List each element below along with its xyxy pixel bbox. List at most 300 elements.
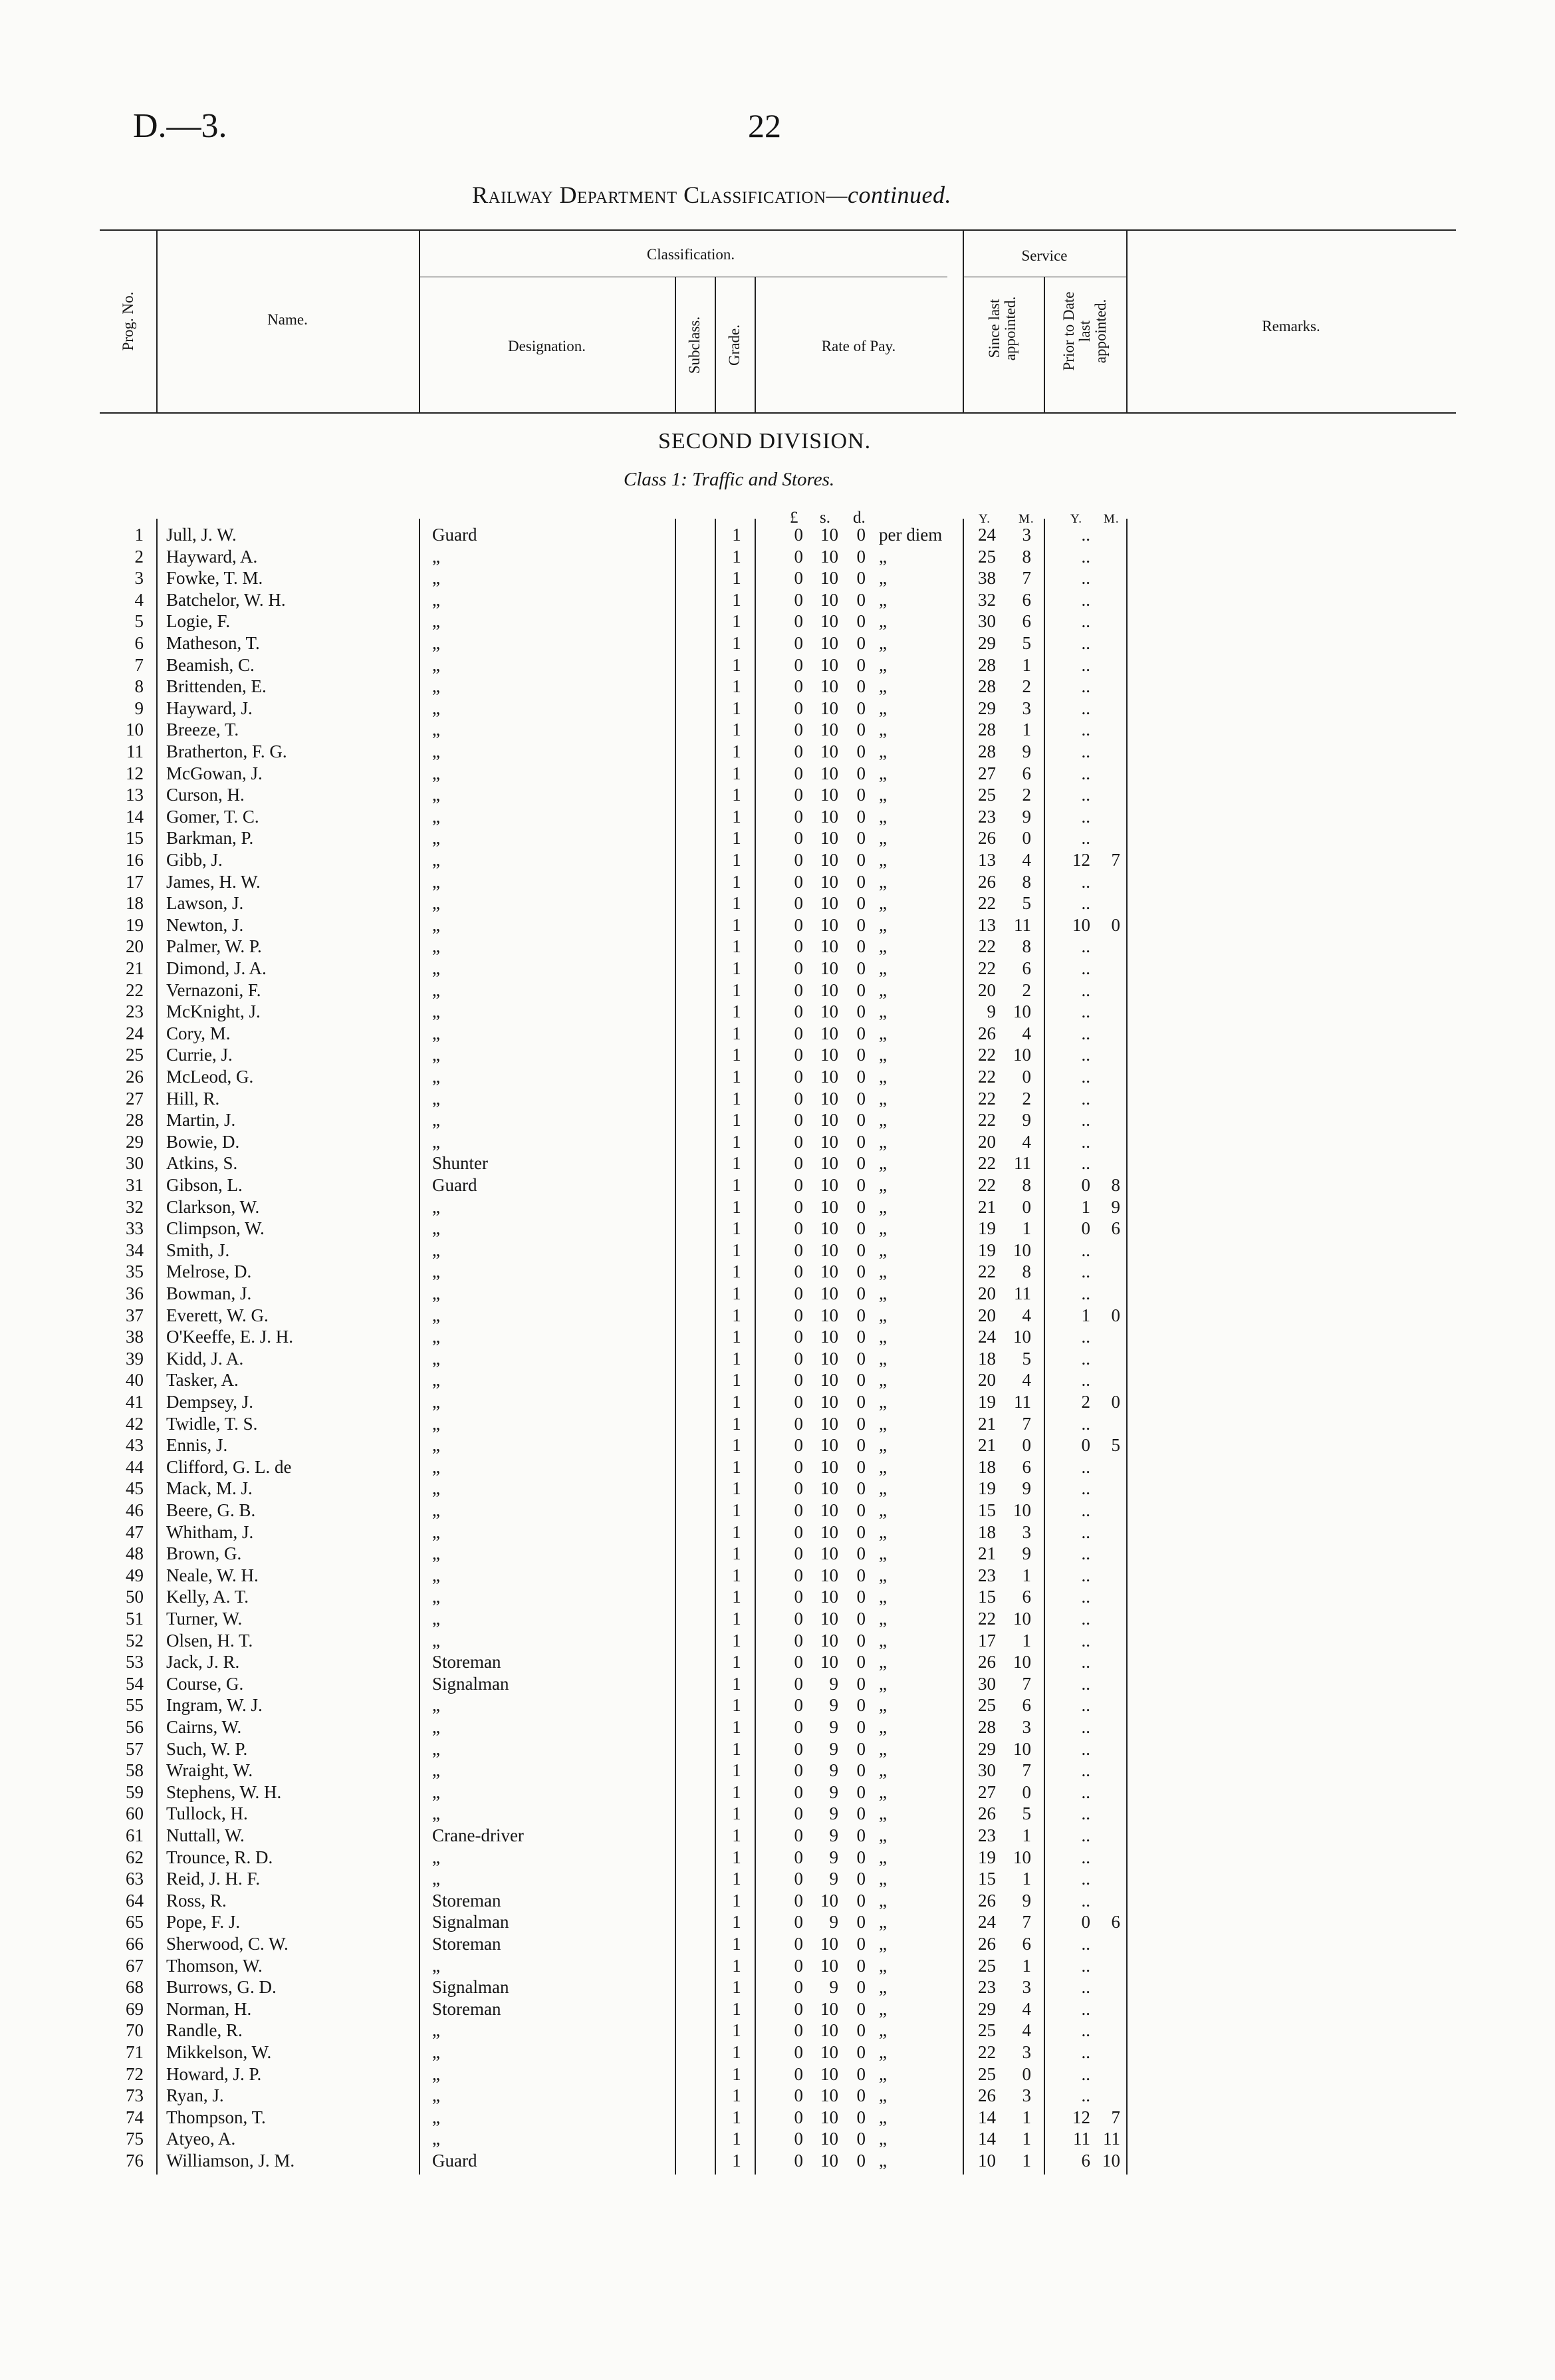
row-since-months: 1 bbox=[1022, 1218, 1031, 1239]
row-designation: Storeman bbox=[432, 1890, 501, 1911]
table-header-bottom-rule bbox=[100, 412, 1456, 414]
row-pay-shillings: 10 bbox=[820, 1023, 838, 1043]
row-pay-period: „ bbox=[879, 1587, 887, 1607]
table-row bbox=[0, 1044, 1555, 1065]
row-designation: „ bbox=[432, 1045, 440, 1065]
row-grade: 1 bbox=[732, 958, 741, 978]
table-row bbox=[0, 827, 1555, 849]
row-grade: 1 bbox=[732, 1305, 741, 1325]
row-prog-no: 52 bbox=[126, 1630, 144, 1651]
row-name: Thompson, T. bbox=[166, 2107, 266, 2127]
row-pay-pence: 0 bbox=[856, 914, 866, 935]
row-since-years: 21 bbox=[978, 1435, 996, 1456]
row-prog-no: 38 bbox=[126, 1327, 144, 1347]
row-pay-period: „ bbox=[879, 676, 887, 697]
header-subclass: Subclass. bbox=[686, 316, 703, 374]
row-pay-period: „ bbox=[879, 633, 887, 653]
header-divider bbox=[1044, 277, 1045, 412]
row-pay-pence: 0 bbox=[856, 785, 866, 805]
row-pay-period: „ bbox=[879, 1630, 887, 1651]
row-grade: 1 bbox=[732, 611, 741, 632]
table-row bbox=[0, 1456, 1555, 1478]
row-since-months: 9 bbox=[1022, 741, 1031, 761]
row-since-years: 23 bbox=[978, 806, 996, 827]
row-pay-pence: 0 bbox=[856, 1240, 866, 1260]
row-pay-pounds: 0 bbox=[794, 958, 803, 978]
row-prior-years: .. bbox=[1081, 1045, 1090, 1065]
row-prior-years: .. bbox=[1081, 1023, 1090, 1043]
row-since-months: 0 bbox=[1022, 2063, 1031, 2084]
row-pay-pounds: 0 bbox=[794, 1305, 803, 1325]
row-designation: „ bbox=[432, 741, 440, 761]
row-pay-pounds: 0 bbox=[794, 1652, 803, 1672]
row-name: Atyeo, A. bbox=[166, 2129, 236, 2149]
row-pay-pounds: 0 bbox=[794, 2020, 803, 2041]
row-designation: „ bbox=[432, 1630, 440, 1651]
row-pay-pounds: 0 bbox=[794, 720, 803, 740]
table-row bbox=[0, 567, 1555, 589]
row-pay-pence: 0 bbox=[856, 1327, 866, 1347]
row-pay-pence: 0 bbox=[856, 1782, 866, 1802]
row-designation: „ bbox=[432, 1521, 440, 1542]
row-grade: 1 bbox=[732, 525, 741, 545]
row-since-months: 10 bbox=[1013, 1738, 1031, 1759]
row-pay-pounds: 0 bbox=[794, 2129, 803, 2149]
row-prior-years: 6 bbox=[1081, 2151, 1090, 2171]
row-pay-shillings: 10 bbox=[820, 1218, 838, 1239]
row-pay-period: „ bbox=[879, 1565, 887, 1585]
row-since-years: 29 bbox=[978, 698, 996, 718]
header-grade: Grade. bbox=[726, 325, 743, 366]
row-since-years: 20 bbox=[978, 1305, 996, 1325]
row-since-years: 29 bbox=[978, 1738, 996, 1759]
row-prog-no: 61 bbox=[126, 1825, 144, 1845]
row-name: Kelly, A. T. bbox=[166, 1587, 249, 1607]
row-prior-months: 11 bbox=[1103, 2129, 1120, 2149]
row-prog-no: 49 bbox=[126, 1565, 144, 1585]
row-designation: „ bbox=[432, 1327, 440, 1347]
row-designation: „ bbox=[432, 589, 440, 610]
row-since-years: 21 bbox=[978, 1413, 996, 1434]
row-name: Tullock, H. bbox=[166, 1803, 248, 1824]
row-prior-years: .. bbox=[1081, 1869, 1090, 1889]
row-grade: 1 bbox=[732, 1912, 741, 1932]
row-pay-pence: 0 bbox=[856, 1435, 866, 1456]
row-since-months: 3 bbox=[1022, 2042, 1031, 2062]
row-pay-pounds: 0 bbox=[794, 1977, 803, 1998]
row-since-years: 24 bbox=[978, 1912, 996, 1932]
row-pay-shillings: 10 bbox=[820, 936, 838, 957]
row-pay-shillings: 10 bbox=[820, 980, 838, 1000]
table-row bbox=[0, 1868, 1555, 1889]
row-pay-shillings: 10 bbox=[820, 1131, 838, 1152]
row-since-years: 29 bbox=[978, 633, 996, 653]
row-designation: „ bbox=[432, 1543, 440, 1564]
table-row bbox=[0, 610, 1555, 632]
row-grade: 1 bbox=[732, 1478, 741, 1499]
row-pay-period: per diem bbox=[879, 525, 943, 545]
table-row bbox=[0, 980, 1555, 1001]
row-designation: „ bbox=[432, 2107, 440, 2127]
row-since-years: 22 bbox=[978, 936, 996, 957]
row-grade: 1 bbox=[732, 850, 741, 870]
row-designation: „ bbox=[432, 676, 440, 697]
row-pay-pence: 0 bbox=[856, 1500, 866, 1520]
row-pay-pounds: 0 bbox=[794, 1890, 803, 1911]
row-prog-no: 3 bbox=[134, 568, 144, 589]
since-years-unit: Y. bbox=[979, 512, 991, 526]
row-designation: „ bbox=[432, 698, 440, 718]
row-pay-pence: 0 bbox=[856, 2151, 866, 2171]
table-row bbox=[0, 1109, 1555, 1130]
table-row bbox=[0, 654, 1555, 676]
row-pay-period: „ bbox=[879, 1045, 887, 1065]
row-pay-pence: 0 bbox=[856, 2063, 866, 2084]
row-pay-pounds: 0 bbox=[794, 871, 803, 892]
row-prior-years: .. bbox=[1081, 1413, 1090, 1434]
table-row bbox=[0, 1933, 1555, 1954]
row-since-months: 1 bbox=[1022, 1955, 1031, 1976]
row-designation: „ bbox=[432, 1847, 440, 1867]
row-prog-no: 18 bbox=[126, 893, 144, 914]
row-grade: 1 bbox=[732, 741, 741, 761]
row-designation: „ bbox=[432, 1088, 440, 1109]
row-designation: „ bbox=[432, 1565, 440, 1585]
row-pay-pounds: 0 bbox=[794, 1847, 803, 1867]
row-designation: „ bbox=[432, 1695, 440, 1716]
row-grade: 1 bbox=[732, 936, 741, 957]
row-prior-months: 10 bbox=[1102, 2151, 1120, 2171]
row-prior-years: .. bbox=[1081, 871, 1090, 892]
row-pay-period: „ bbox=[879, 1652, 887, 1672]
row-prior-years: .. bbox=[1081, 1370, 1090, 1390]
table-row bbox=[0, 849, 1555, 870]
table-row bbox=[0, 2107, 1555, 2128]
row-since-years: 26 bbox=[978, 1803, 996, 1824]
table-row bbox=[0, 698, 1555, 719]
row-prog-no: 32 bbox=[126, 1196, 144, 1217]
row-pay-shillings: 10 bbox=[820, 1478, 838, 1499]
row-prog-no: 23 bbox=[126, 1001, 144, 1022]
row-name: Neale, W. H. bbox=[166, 1565, 259, 1585]
row-designation: „ bbox=[432, 1348, 440, 1369]
row-pay-shillings: 10 bbox=[820, 1196, 838, 1217]
row-prior-years: 12 bbox=[1072, 2107, 1090, 2127]
row-grade: 1 bbox=[732, 1023, 741, 1043]
table-row bbox=[0, 1738, 1555, 1760]
table-row bbox=[0, 1391, 1555, 1412]
row-name: Thomson, W. bbox=[166, 1955, 263, 1976]
row-prior-years: .. bbox=[1081, 2020, 1090, 2041]
row-pay-period: „ bbox=[879, 1218, 887, 1239]
row-name: Cairns, W. bbox=[166, 1717, 242, 1737]
row-pay-period: „ bbox=[879, 1912, 887, 1932]
row-since-years: 26 bbox=[978, 1023, 996, 1043]
row-since-months: 6 bbox=[1022, 1934, 1031, 1954]
row-prior-years: 1 bbox=[1081, 1305, 1090, 1325]
row-since-months: 8 bbox=[1022, 546, 1031, 567]
row-prog-no: 45 bbox=[126, 1478, 144, 1499]
table-row bbox=[0, 1586, 1555, 1607]
row-pay-shillings: 10 bbox=[820, 828, 838, 849]
row-prior-years: .. bbox=[1081, 806, 1090, 827]
row-prog-no: 9 bbox=[134, 698, 144, 718]
row-pay-shillings: 9 bbox=[829, 1912, 838, 1932]
row-pay-pence: 0 bbox=[856, 958, 866, 978]
row-since-years: 22 bbox=[978, 1088, 996, 1109]
row-designation: „ bbox=[432, 1370, 440, 1390]
row-pay-pence: 0 bbox=[856, 1847, 866, 1867]
row-pay-shillings: 10 bbox=[820, 2085, 838, 2106]
header-classification: Classification. bbox=[646, 246, 735, 263]
row-pay-pence: 0 bbox=[856, 1088, 866, 1109]
since-months-unit: M. bbox=[1018, 512, 1034, 526]
row-pay-period: „ bbox=[879, 1327, 887, 1347]
row-designation: „ bbox=[432, 1218, 440, 1239]
row-pay-pence: 0 bbox=[856, 2020, 866, 2041]
row-name: Gibson, L. bbox=[166, 1175, 243, 1195]
row-pay-pence: 0 bbox=[856, 676, 866, 697]
row-since-years: 15 bbox=[978, 1587, 996, 1607]
row-pay-period: „ bbox=[879, 741, 887, 761]
row-prior-years: 0 bbox=[1081, 1175, 1090, 1195]
row-prior-months: 0 bbox=[1111, 914, 1120, 935]
row-pay-pence: 0 bbox=[856, 1934, 866, 1954]
row-pay-pounds: 0 bbox=[794, 1673, 803, 1694]
row-since-years: 28 bbox=[978, 720, 996, 740]
division-title: SECOND DIVISION. bbox=[658, 429, 872, 454]
row-since-months: 10 bbox=[1013, 1240, 1031, 1260]
row-since-months: 0 bbox=[1022, 828, 1031, 849]
row-prior-years: .. bbox=[1081, 1131, 1090, 1152]
row-pay-pence: 0 bbox=[856, 2129, 866, 2149]
row-pay-pounds: 0 bbox=[794, 1175, 803, 1195]
row-pay-shillings: 10 bbox=[820, 1283, 838, 1303]
row-prog-no: 75 bbox=[126, 2129, 144, 2149]
row-prog-no: 14 bbox=[126, 806, 144, 827]
row-since-years: 14 bbox=[978, 2129, 996, 2149]
row-since-months: 7 bbox=[1022, 1673, 1031, 1694]
row-pay-shillings: 10 bbox=[820, 741, 838, 761]
row-pay-pounds: 0 bbox=[794, 1803, 803, 1824]
table-row bbox=[0, 1023, 1555, 1044]
row-pay-shillings: 10 bbox=[820, 1890, 838, 1911]
row-prior-years: .. bbox=[1081, 1456, 1090, 1477]
row-designation: „ bbox=[432, 936, 440, 957]
row-prior-months: 7 bbox=[1111, 850, 1120, 870]
row-name: Currie, J. bbox=[166, 1045, 233, 1065]
row-since-years: 20 bbox=[978, 1370, 996, 1390]
row-name: Atkins, S. bbox=[166, 1153, 238, 1174]
row-pay-period: „ bbox=[879, 1673, 887, 1694]
row-name: Whitham, J. bbox=[166, 1521, 254, 1542]
row-name: Randle, R. bbox=[166, 2020, 243, 2041]
row-since-years: 30 bbox=[978, 1760, 996, 1781]
row-prior-months: 6 bbox=[1111, 1218, 1120, 1239]
row-designation: „ bbox=[432, 763, 440, 783]
row-since-years: 21 bbox=[978, 1196, 996, 1217]
row-designation: „ bbox=[432, 1131, 440, 1152]
row-pay-pence: 0 bbox=[856, 1717, 866, 1737]
row-pay-period: „ bbox=[879, 1392, 887, 1412]
row-since-months: 10 bbox=[1013, 1609, 1031, 1629]
row-since-years: 29 bbox=[978, 1998, 996, 2019]
row-prior-years: .. bbox=[1081, 1327, 1090, 1347]
row-since-months: 2 bbox=[1022, 1088, 1031, 1109]
row-designation: „ bbox=[432, 1001, 440, 1022]
row-pay-period: „ bbox=[879, 1847, 887, 1867]
row-prior-years: .. bbox=[1081, 1521, 1090, 1542]
row-pay-shillings: 9 bbox=[829, 1977, 838, 1998]
row-pay-pence: 0 bbox=[856, 2085, 866, 2106]
row-since-years: 23 bbox=[978, 1825, 996, 1845]
row-prior-years: .. bbox=[1081, 1240, 1090, 1260]
page-reference: D.—3. bbox=[133, 107, 227, 145]
row-prior-years: .. bbox=[1081, 1847, 1090, 1867]
row-designation: „ bbox=[432, 2063, 440, 2084]
row-since-years: 22 bbox=[978, 1067, 996, 1087]
row-pay-period: „ bbox=[879, 1283, 887, 1303]
row-since-months: 9 bbox=[1022, 806, 1031, 827]
row-pay-period: „ bbox=[879, 1435, 887, 1456]
row-since-years: 32 bbox=[978, 589, 996, 610]
row-grade: 1 bbox=[732, 1803, 741, 1824]
row-pay-period: „ bbox=[879, 828, 887, 849]
table-row bbox=[0, 1890, 1555, 1911]
row-prog-no: 26 bbox=[126, 1067, 144, 1087]
row-since-years: 22 bbox=[978, 1045, 996, 1065]
row-name: Hayward, A. bbox=[166, 546, 258, 567]
row-since-years: 13 bbox=[978, 850, 996, 870]
prior-years-unit: Y. bbox=[1070, 512, 1083, 526]
row-grade: 1 bbox=[732, 1609, 741, 1629]
row-pay-shillings: 9 bbox=[829, 1738, 838, 1759]
row-prior-years: .. bbox=[1081, 1067, 1090, 1087]
row-pay-shillings: 10 bbox=[820, 1240, 838, 1260]
row-pay-period: „ bbox=[879, 958, 887, 978]
row-grade: 1 bbox=[732, 1543, 741, 1564]
row-since-years: 25 bbox=[978, 785, 996, 805]
table-row bbox=[0, 2150, 1555, 2171]
row-prior-years: .. bbox=[1081, 1955, 1090, 1976]
row-since-years: 20 bbox=[978, 980, 996, 1000]
row-prior-years: .. bbox=[1081, 1890, 1090, 1911]
row-since-years: 24 bbox=[978, 1327, 996, 1347]
row-prior-years: .. bbox=[1081, 676, 1090, 697]
table-row bbox=[0, 1283, 1555, 1304]
row-name: Dempsey, J. bbox=[166, 1392, 253, 1412]
row-prior-years: .. bbox=[1081, 1001, 1090, 1022]
row-pay-shillings: 10 bbox=[820, 546, 838, 567]
row-prog-no: 58 bbox=[126, 1760, 144, 1781]
row-designation: Signalman bbox=[432, 1673, 509, 1694]
row-since-years: 22 bbox=[978, 958, 996, 978]
row-prior-years: .. bbox=[1081, 893, 1090, 914]
header-designation: Designation. bbox=[508, 338, 586, 354]
row-grade: 1 bbox=[732, 1001, 741, 1022]
row-designation: „ bbox=[432, 1067, 440, 1087]
row-designation: „ bbox=[432, 611, 440, 632]
row-pay-shillings: 10 bbox=[820, 2151, 838, 2171]
row-pay-shillings: 10 bbox=[820, 806, 838, 827]
row-since-years: 28 bbox=[978, 654, 996, 675]
table-row bbox=[0, 1305, 1555, 1326]
table-row bbox=[0, 1955, 1555, 1976]
row-grade: 1 bbox=[732, 1977, 741, 1998]
row-since-months: 6 bbox=[1022, 611, 1031, 632]
row-prog-no: 67 bbox=[126, 1955, 144, 1976]
row-pay-period: „ bbox=[879, 546, 887, 567]
row-pay-period: „ bbox=[879, 568, 887, 589]
table-row bbox=[0, 871, 1555, 892]
row-grade: 1 bbox=[732, 1738, 741, 1759]
row-since-years: 20 bbox=[978, 1131, 996, 1152]
row-prog-no: 8 bbox=[134, 676, 144, 697]
row-pay-shillings: 10 bbox=[820, 1370, 838, 1390]
row-prior-months: 8 bbox=[1111, 1175, 1120, 1195]
table-row bbox=[0, 914, 1555, 936]
row-prog-no: 29 bbox=[126, 1131, 144, 1152]
row-pay-period: „ bbox=[879, 1478, 887, 1499]
row-pay-pence: 0 bbox=[856, 1175, 866, 1195]
row-since-months: 10 bbox=[1013, 1001, 1031, 1022]
row-prog-no: 62 bbox=[126, 1847, 144, 1867]
row-since-months: 0 bbox=[1022, 1067, 1031, 1087]
row-designation: Signalman bbox=[432, 1912, 509, 1932]
row-grade: 1 bbox=[732, 1392, 741, 1412]
row-pay-shillings: 9 bbox=[829, 1695, 838, 1716]
row-since-years: 28 bbox=[978, 676, 996, 697]
row-pay-pounds: 0 bbox=[794, 1456, 803, 1477]
row-grade: 1 bbox=[732, 2063, 741, 2084]
row-pay-pounds: 0 bbox=[794, 589, 803, 610]
row-prior-years: .. bbox=[1081, 546, 1090, 567]
row-designation: „ bbox=[432, 893, 440, 914]
row-pay-pounds: 0 bbox=[794, 785, 803, 805]
row-name: Such, W. P. bbox=[166, 1738, 248, 1759]
header-divider bbox=[675, 277, 676, 412]
row-pay-shillings: 10 bbox=[820, 1609, 838, 1629]
table-row bbox=[0, 763, 1555, 784]
table-row bbox=[0, 1673, 1555, 1694]
row-pay-shillings: 10 bbox=[820, 914, 838, 935]
row-grade: 1 bbox=[732, 1088, 741, 1109]
row-since-months: 11 bbox=[1014, 1153, 1031, 1174]
row-prog-no: 35 bbox=[126, 1261, 144, 1282]
row-since-months: 1 bbox=[1022, 2129, 1031, 2149]
row-designation: „ bbox=[432, 1110, 440, 1130]
row-since-years: 15 bbox=[978, 1500, 996, 1520]
row-name: Melrose, D. bbox=[166, 1261, 252, 1282]
row-name: Clifford, G. L. de bbox=[166, 1456, 292, 1477]
row-pay-pounds: 0 bbox=[794, 1912, 803, 1932]
row-grade: 1 bbox=[732, 654, 741, 675]
row-pay-period: „ bbox=[879, 1001, 887, 1022]
header-since-last-appointed: Since last appointed. bbox=[986, 296, 1018, 361]
row-pay-period: „ bbox=[879, 654, 887, 675]
row-pay-pence: 0 bbox=[856, 1825, 866, 1845]
row-name: Hill, R. bbox=[166, 1088, 220, 1109]
row-since-months: 7 bbox=[1022, 1760, 1031, 1781]
row-pay-period: „ bbox=[879, 1760, 887, 1781]
row-prior-years: .. bbox=[1081, 763, 1090, 783]
row-pay-pounds: 0 bbox=[794, 980, 803, 1000]
row-designation: Signalman bbox=[432, 1977, 509, 1998]
row-prior-years: .. bbox=[1081, 1977, 1090, 1998]
row-pay-pounds: 0 bbox=[794, 568, 803, 589]
row-pay-shillings: 10 bbox=[820, 785, 838, 805]
row-prog-no: 44 bbox=[126, 1456, 144, 1477]
